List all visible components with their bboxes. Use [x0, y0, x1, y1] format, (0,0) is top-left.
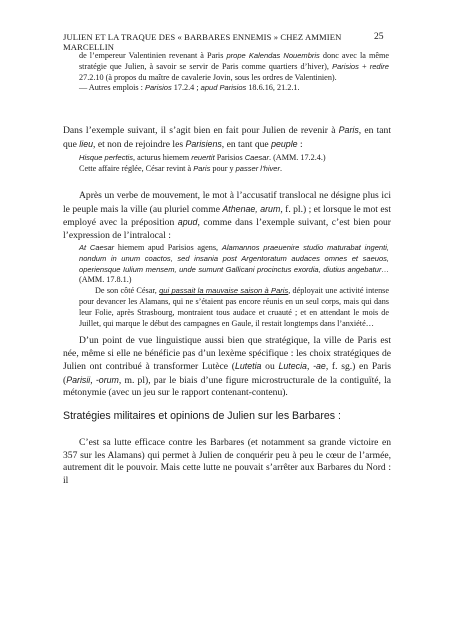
translation	[79, 164, 389, 175]
paragraph-4: C’est sa lutte efficace contre les Barbares (et notamment sa grande victoire en 357 sur les Alamans) qui permet à Julien de conquérir peu à peu le cœur de l’armée, autrement dit le pouvoir. Mais cette lutte ne pouvait s’arrêter aux Barbares du Nord : il	[63, 437, 391, 486]
emphasis: Paris	[338, 125, 359, 135]
text-run: De son côté César,	[95, 286, 160, 296]
text-run: , acturus hiemem	[133, 153, 192, 162]
latin-phrase: At Caesar	[79, 243, 115, 252]
footnote-block	[79, 51, 389, 94]
paragraph-1	[63, 124, 391, 151]
latin-quote	[79, 153, 389, 164]
running-header: JULIEN ET LA TRAQUE DES « BARBARES ENNEMIS » CHEZ AMMIEN MARCELLIN	[63, 32, 342, 52]
latin-word: Lutetia	[234, 361, 262, 372]
latin-word: Parisios	[144, 83, 172, 93]
latin-word: Parisii	[66, 374, 91, 385]
text-run: Après un verbe de mouvement, le mot à l’accusatif translocal ne désigne plus ici le peuple mais la ville (au pluriel comme	[63, 190, 391, 215]
latin-word: reuertit	[191, 153, 215, 162]
latin-quote	[79, 243, 389, 286]
citation: (AMM. 17.8.1.)	[79, 275, 132, 285]
emphasis: passer l’hiver	[235, 163, 280, 173]
latin-word: Lutecia	[278, 361, 307, 372]
translation	[79, 286, 389, 329]
latin-phrase: Hisque perfectis	[79, 153, 133, 162]
text-run: , déployait une activité intense pour devancer les Alamans, qui ne s’étaient pas encore réunis en un seul corps, mais qui dans leur Folie, après Strasbourg, montraient tous audace et cruauté ; et en attendant le mois de Juillet, qui marque le début des campagnes en Gaule, il restait longtemps dans l’anxiété…	[79, 286, 389, 328]
latin-phrase: apud Parisios	[200, 83, 247, 93]
latin-phrase: prope Kalendas Nouembris	[226, 51, 320, 60]
emphasis: peuple	[271, 138, 298, 149]
text-run: , m. pl), par le biais d’une figure microstructurale de la contiguïté, la métonymie (avec un jeu sur le rapport contenant-contenu).	[63, 374, 392, 399]
text-run: .	[279, 163, 283, 173]
text-run: , f. pl.) ; et lorsque le mot est employé avec la préposition	[63, 203, 391, 229]
underlined-emphasis: qui passait la mauvaise saison à Paris	[159, 286, 289, 296]
paragraph-3	[63, 335, 391, 400]
text-run: , f. sg.) en Paris (	[63, 361, 392, 386]
text-run: hiemem apud Parisios agens,	[114, 243, 222, 252]
text-run: Dans l’exemple suivant, il s’agit bien en fait pour Julien de revenir à	[63, 125, 339, 136]
text-run: ,	[306, 361, 314, 373]
text-run: , comme dans l’exemple suivant, c’est bien pour l’expression de l’intralocal :	[63, 217, 391, 241]
citation: . (AMM. 17.2.4.)	[268, 153, 326, 162]
text-run: Parisios	[214, 153, 245, 162]
section-heading: Stratégies militaires et opinions de Julien sur les Barbares :	[63, 410, 341, 422]
emphasis: Paris	[193, 163, 211, 173]
text-run: , et non de rejoindre les	[93, 138, 186, 150]
emphasis: lieu	[79, 138, 94, 149]
emphasis: Parisiens	[185, 138, 222, 149]
footnote-line-1	[79, 51, 389, 83]
latin-word: redire	[369, 61, 389, 71]
latin-word: Parisios	[332, 61, 359, 71]
latin-word: -ae	[313, 361, 326, 372]
text-run: , en tant que	[63, 125, 391, 150]
text-run: de l’empereur Valentinien revenant à Paris	[79, 51, 227, 60]
text-run: 18.6.16, 21.2.1.	[246, 83, 300, 93]
text-run: +	[358, 61, 370, 71]
footnote-line-2	[79, 83, 389, 94]
quotation-2	[79, 243, 389, 329]
latin-word: Athenae, arum	[222, 203, 281, 214]
latin-word: Caesar	[244, 153, 269, 162]
latin-passage: Alamannos praeuenire studio maturabat ingenti, nondum in unum coactos, sed insania post Argentoratum audaces omnes et saeuos, operiensque Iulium mensem, unde sumunt Gallicani procinctus exordia, diutius angebatur…	[79, 243, 389, 274]
text-run: — Autres emplois :	[79, 83, 145, 93]
latin-word: -orum	[95, 374, 119, 385]
text-run: , en tant que	[221, 138, 272, 150]
text-run: ,	[90, 374, 96, 386]
text-run: pour y	[210, 163, 236, 173]
text-run: 17.2.4 ;	[171, 83, 201, 93]
quotation-1	[79, 153, 389, 175]
page-number: 25	[374, 31, 384, 42]
text-run: ou	[261, 361, 279, 373]
text-run: donc avec la même stratégie que Julien, à savoir se servir de Paris comme quartiers d’hiver),	[79, 51, 389, 71]
latin-word: apud	[177, 217, 198, 228]
text-run: D’un point de vue linguistique aussi bien que stratégique, la ville de Paris est née, même si elle ne bénéficie pas d’un lexème spécifique : les choix stratégiques de Julien ont contribué à transformer Lutèce (	[63, 335, 391, 373]
paragraph-2	[63, 190, 391, 242]
text-run: :	[297, 138, 303, 150]
text-run: Cette affaire réglée, César revint à	[79, 163, 194, 173]
text-run: 27.2.10 (à propos du maître de cavalerie Jovin, sous les ordres de Valentinien).	[79, 72, 337, 82]
